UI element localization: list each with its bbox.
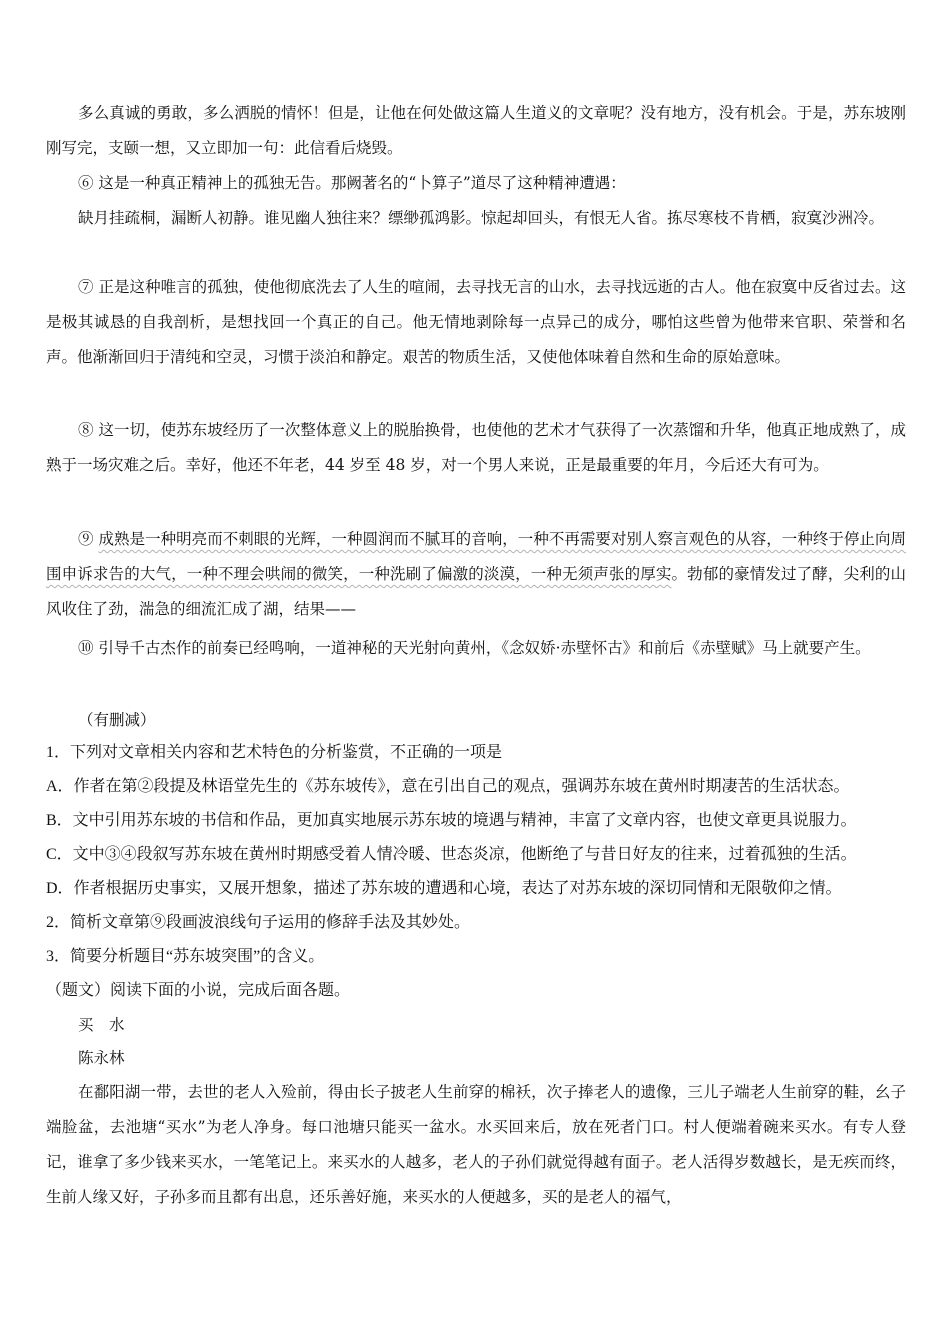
story-paragraph-1: 在鄱阳湖一带，去世的老人入殓前，得由长子披老人生前穿的棉袄，次子捧老人的遗像，三儿子端老人生前穿的鞋，幺子端脸盆，去池塘“买水”为老人净身。每口池塘只能买一盆水。水买回来后，放在死者门口。村人便端着碗来买水。有专人登记，谁拿了多少钱来买水，一笔笔记上。来买水的人越多，老人的子孙们就觉得越有面子。老人活得岁数越长，是无疾而终，生前人缘又好，子孙多而且都有出息，还乐善好施，来买水的人便越多，买的是老人的福气， [46, 1083, 906, 1206]
question-1: 1．下列对文章相关内容和艺术特色的分析鉴赏，不正确的一项是 [46, 744, 503, 761]
paragraph-6: ⑥ 这是一种真正精神上的孤独无告。那阙著名的“卜算子”道尽了这种精神遭遇： [78, 174, 626, 192]
abridged-note: （有删减） [78, 711, 156, 729]
reading-instruction: （题文）阅读下面的小说，完成后面各题。 [46, 982, 351, 999]
paragraph-9 [46, 522, 906, 627]
paragraph-10: ⑩ 引导千古杰作的前奏已经鸣响，一道神秘的天光射向黄州，《念奴娇·赤壁怀古》和前后《赤壁赋》马上就要产生。 [78, 639, 871, 657]
paragraph-9-tail: 。勃郁的豪情发过了酵，尖利的山风收住了劲，湍急的细流汇成了湖，结果—— [46, 565, 906, 618]
wavy-underlined-sentence: 成熟是一种明亮而不刺眼的光辉，一种圆润而不腻耳的音响，一种不再需要对别人察言观色的从容，一种终于停止向周围申诉求告的大气，一种不理会哄闹的微笑，一种洗刷了偏激的淡漠，一种无须声张的厚实 [46, 530, 906, 583]
poem-buSuanZi: 缺月挂疏桐，漏断人初静。谁见幽人独往来？缥缈孤鸿影。惊起却回头，有恨无人省。拣尽寒枝不肯栖，寂寞沙洲冷。 [78, 209, 885, 227]
question-1-option-d: D．作者根据历史事实，又展开想象，描述了苏东坡的遭遇和心境，表达了对苏东坡的深切同情和无限敬仰之情。 [46, 880, 842, 897]
paragraph-continued: 多么真诚的勇敢，多么洒脱的情怀！但是，让他在何处做这篇人生道义的文章呢？没有地方，没有机会。于是，苏东坡刚刚写完，支颐一想，又立即加一句：此信看后烧毁。 [46, 104, 906, 157]
question-1-option-a: A．作者在第②段提及林语堂先生的《苏东坡传》，意在引出自己的观点，强调苏东坡在黄州时期凄苦的生活状态。 [46, 778, 850, 795]
question-3: 3．简要分析题目“苏东坡突围”的含义。 [46, 948, 325, 965]
question-2: 2．简析文章第⑨段画波浪线句子运用的修辞手法及其妙处。 [46, 914, 471, 931]
paragraph-7: ⑦ 正是这种唯言的孤独，使他彻底洗去了人生的喧闹，去寻找无言的山水，去寻找远逝的古人。他在寂寞中反省过去。这是极其诚恳的自我剖析，是想找回一个真正的自己。他无情地剥除每一点异己的成分，哪怕这些曾为他带来官职、荣誉和名声。他渐渐回归于清纯和空灵，习惯于淡泊和静定。艰苦的物质生活，又使他体味着自然和生命的原始意味。 [46, 278, 906, 366]
paragraph-8: ⑧ 这一切，使苏东坡经历了一次整体意义上的脱胎换骨，也使他的艺术才气获得了一次蒸馏和升华，他真正地成熟了，成熟于一场灾难之后。幸好，他还不年老，44 岁至 48 岁，对一个男人来说，正是最重要的年月，今后还大有可为。 [46, 421, 906, 474]
question-1-option-b: B．文中引用苏东坡的书信和作品，更加真实地展示苏东坡的境遇与精神，丰富了文章内容，也使文章更具说服力。 [46, 812, 857, 829]
story-author: 陈永林 [78, 1049, 125, 1067]
paragraph-9-number: ⑨ [78, 530, 99, 548]
question-1-option-c: C．文中③④段叙写苏东坡在黄州时期感受着人情冷暖、世态炎凉，他断绝了与昔日好友的往来，过着孤独的生活。 [46, 846, 857, 863]
story-title: 买 水 [78, 1016, 125, 1034]
